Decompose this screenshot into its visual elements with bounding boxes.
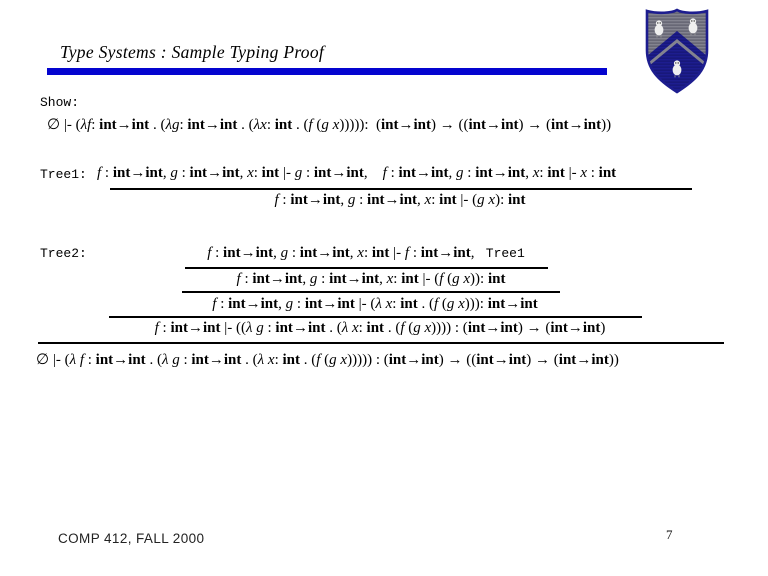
page-number: 7 bbox=[666, 527, 673, 542]
show-label: Show: bbox=[40, 95, 80, 110]
footer-course-label: COMP 412, FALL 2000 bbox=[58, 531, 205, 546]
rice-crest-logo bbox=[644, 8, 710, 94]
slide-title: Type Systems : Sample Typing Proof bbox=[60, 42, 325, 62]
tree2-inference-bar-1 bbox=[185, 267, 548, 269]
tree2-judgment-line: f : int→int, g : int→int, x: int |- (f (g x)): int bbox=[236, 271, 506, 287]
tree2-judgment-line: f : int→int |- ((λ g : int→int . (λ x: int . (f (g x)))) : (int→int) → (int→int) bbox=[154, 320, 606, 336]
tree1-label: Tree1: bbox=[40, 167, 87, 182]
tree1-premises: f : int→int, g : int→int, x: int |- g : int→int, f : int→int, g : int→int, x: int |- x : int bbox=[97, 165, 617, 181]
title-underline-bar bbox=[47, 68, 607, 75]
tree2-inference-bar-4 bbox=[38, 342, 724, 344]
show-judgment: ∅ |- (λf: int→int . (λg: int→int . (λx: int . (f (g x))))): (int→int) → ((int→int) → (int→int)) bbox=[47, 117, 612, 133]
tree2-inference-bar-3 bbox=[109, 316, 642, 318]
tree2-label: Tree2: bbox=[40, 246, 87, 261]
tree2-premise-line: f : int→int, g : int→int, x: int |- f : int→int, Tree1 bbox=[207, 245, 525, 261]
tree2-inference-bar-2 bbox=[182, 291, 560, 293]
tree1-inference-bar bbox=[110, 188, 692, 190]
tree2-judgment-line: f : int→int, g : int→int |- (λ x: int . (f (g x))): int→int bbox=[212, 296, 538, 312]
tree2-conclusion: ∅ |- (λ f : int→int . (λ g : int→int . (λ x: int . (f (g x))))) : (int→int) → ((int→int) → (int→int)) bbox=[36, 352, 619, 368]
tree1-conclusion: f : int→int, g : int→int, x: int |- (g x): int bbox=[274, 192, 526, 208]
